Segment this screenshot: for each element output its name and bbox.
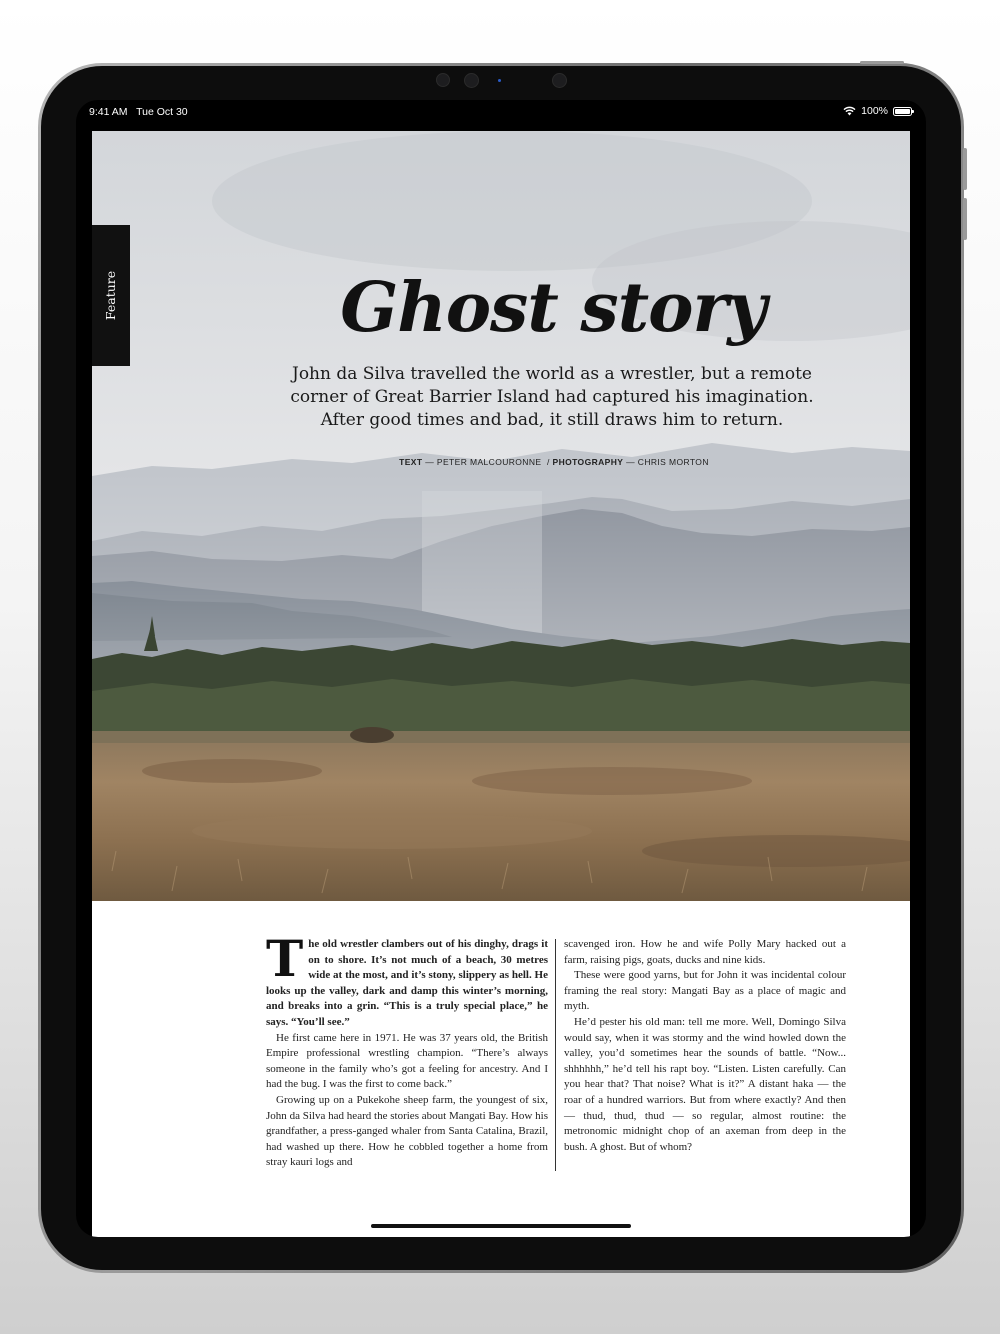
drop-cap: T [266,929,304,988]
hero-photo [92,131,910,901]
battery-percent: 100% [861,105,888,117]
landscape-image [92,131,910,901]
body-paragraph: scavenged iron. How he and wife Polly Mary hacked out a farm, raising pigs, goats, ducks and nine kids. [564,938,846,966]
article-column-right [564,937,846,1155]
camera-sensor-icon [436,73,450,87]
section-tab-label: Feature [103,270,119,321]
body-paragraph: These were good yarns, but for John it was incidental colour framing the real story: Mangati Bay as a place of magic and myth. [564,969,846,1013]
screen [76,100,926,1237]
body-paragraph: He first came here in 1971. He was 37 years old, the British Empire professional wrestling champion. “There’s always someone in the family who’s got a feeling for ancestry. And I had the bug. I was the first to come back.” [266,1031,548,1091]
status-time-date [89,106,188,118]
camera-indicator-icon [498,79,501,82]
article-standfirst: John da Silva travelled the world as a wrestler, but a remote corner of Great Barrier Island had captured his imagination. After good times and bad, it still draws him to return. [290,364,814,430]
battery-icon [893,107,912,116]
face-id-sensor-icon [552,73,567,88]
status-indicators [843,105,912,117]
status-date: Tue Oct 30 [136,106,188,118]
status-bar [76,100,926,131]
home-indicator[interactable] [371,1224,631,1228]
lede-paragraph [266,929,548,1031]
top-button [860,61,904,64]
wifi-icon [843,106,856,116]
front-camera-icon [464,73,479,88]
article-title: Ghost story [340,268,766,348]
column-divider [555,939,556,1171]
magazine-page[interactable] [92,131,910,1237]
body-paragraph: Growing up on a Pukekohe sheep farm, the youngest of six, John da Silva had heard the stories about Mangati Bay. How his grandfather, a press-ganged whaler from Santa Catalina, Brazil, had washed up there. How he cobbled together a home from stray kauri logs and [266,1093,548,1169]
article-column-left [266,929,548,1171]
volume-button [963,148,967,190]
body-paragraph: He’d pester his old man: tell me more. Well, Domingo Silva would say, when it was stormy and the wind howled down the valley, you’d sometimes hear the sounds of battle. “Now... shhhhhh,” he’d tell his rapt boy. “Listen. Listen carefully. Can you hear that? That noise? What is it?” A distant haka — the roar of a hundred warriors. But from where exactly? And then — thud, thud, thud — so regular, almost routine: the metronomic midnight chop of an axeman from deep in the bush. A ghost. But of whom? [564,1015,846,1153]
volume-button [963,198,967,240]
credit-text-author: PETER MALCOURONNE [436,457,542,467]
credit-photo-author: CHRIS MORTON [637,457,709,467]
article-credits: TEXT — PETER MALCOURONNE / PHOTOGRAPHY — CHRIS MORTON [399,457,709,467]
lede-text: he old wrestler clambers out of his dinghy, drags it on to shore. It’s not much of a beach, 30 metres wide at the most, and it’s stony, slippery as hell. He looks up the valley, dark and damp this winter’s morning, and breaks into a grin. “This is a truly special place,” he says. “You’ll see.” [266,938,548,1028]
credit-text-label: TEXT [399,457,423,467]
credit-photo-label: PHOTOGRAPHY [552,457,624,467]
status-time: 9:41 AM [89,106,128,118]
